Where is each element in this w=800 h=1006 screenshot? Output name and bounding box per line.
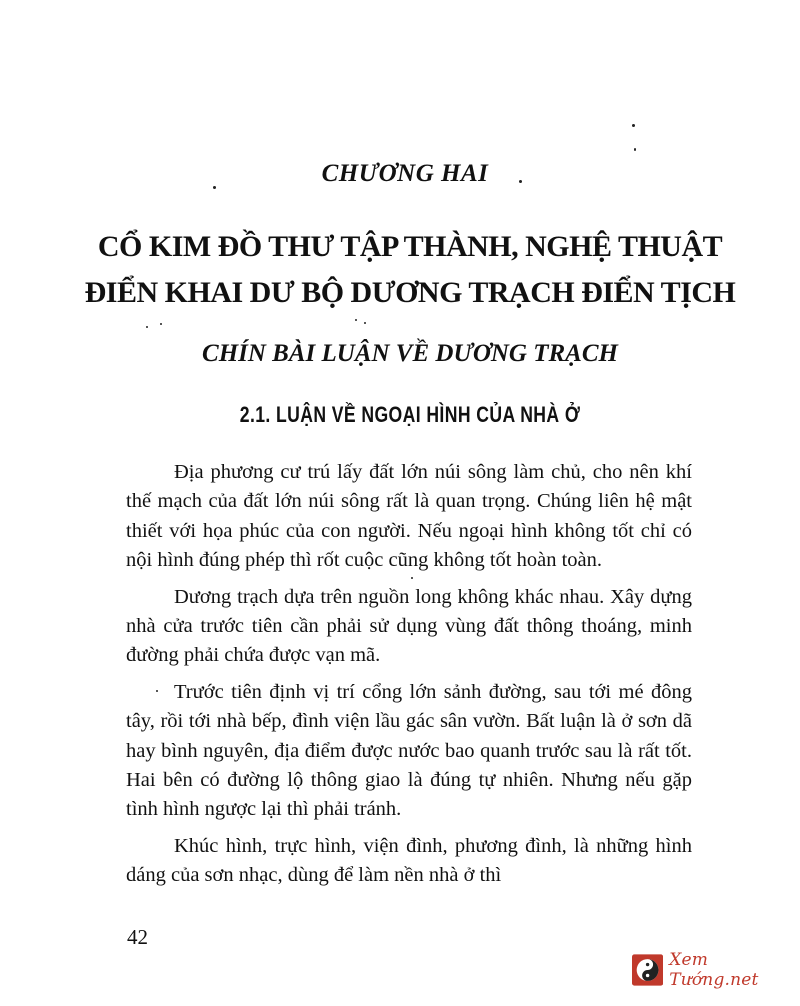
section-heading: 2.1. LUẬN VỀ NGOẠI HÌNH CỦA NHÀ Ở xyxy=(239,402,581,427)
paragraph: Khúc hình, trực hình, viện đình, phương đình, là những hình dáng của sơn nhạc, dùng để làm nền nhà ở thì xyxy=(126,834,692,887)
scan-speck xyxy=(355,319,357,321)
scan-speck xyxy=(156,690,158,692)
paragraph: Dương trạch dựa trên nguồn long không khác nhau. Xây dựng nhà cửa trước tiên cần phải sử dụng vùng đất thông thoáng, minh đường phải chứa được vạn mã. xyxy=(126,585,692,667)
watermark-text: Xem Tướng.net xyxy=(669,950,759,990)
chapter-subtitle: CHÍN BÀI LUẬN VỀ DƯƠNG TRẠCH xyxy=(202,340,618,367)
chapter-title-line-1: CỔ KIM ĐỒ THƯ TẬP THÀNH, NGHỆ THUẬT xyxy=(97,230,723,263)
chapter-label: CHƯƠNG HAI xyxy=(321,160,489,187)
watermark[interactable] xyxy=(632,952,792,988)
chapter-title-line-2: ĐIỂN KHAI DƯ BỘ DƯƠNG TRẠCH ĐIỂN TỊCH xyxy=(84,276,736,309)
scan-speck xyxy=(160,323,162,325)
scan-speck xyxy=(634,148,636,151)
scan-speck xyxy=(364,322,366,324)
scan-speck xyxy=(411,577,413,579)
page-number: 42 xyxy=(127,925,148,949)
chapter-title xyxy=(0,224,800,316)
scan-speck xyxy=(213,186,216,189)
scan-speck xyxy=(519,180,522,183)
paragraph: Địa phương cư trú lấy đất lớn núi sông làm chủ, cho nên khí thế mạch của đất lớn núi sông rất là quan trọng. Chúng liên hệ mật thiết với họa phúc của con người. Nếu ngoại hình không tốt chỉ có nội hình đúng phép thì rốt cuộc cũng không tốt hoàn toàn. xyxy=(126,461,692,572)
paragraph: Trước tiên định vị trí cổng lớn sảnh đường, sau tới mé đông tây, rồi tới nhà bếp, đình viện lầu gác sân vườn. Bất luận là ở sơn dã hay bình nguyên, địa điểm được nước bao quanh trước sau là rất tốt. Hai bên có đường lộ thông giao là đúng tự nhiên. Nhưng nếu gặp tình hình ngược lại thì phải tránh. xyxy=(126,680,692,821)
scan-speck xyxy=(632,124,635,127)
body-text xyxy=(126,458,692,898)
yin-yang-icon xyxy=(632,953,663,987)
scan-speck xyxy=(146,326,148,328)
